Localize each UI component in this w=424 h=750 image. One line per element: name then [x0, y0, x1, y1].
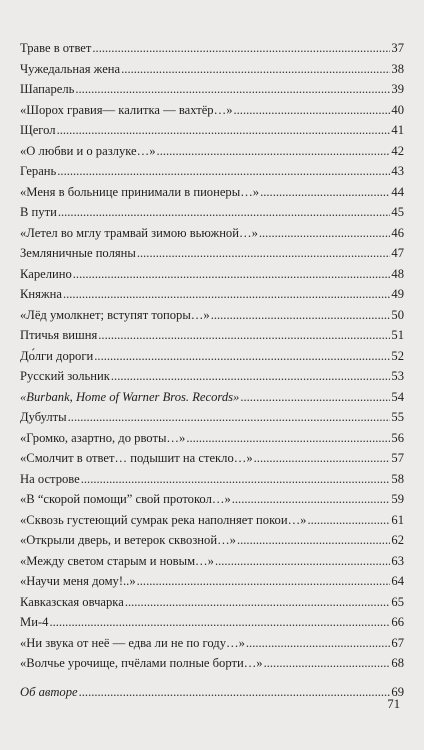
toc-entry: [20, 448, 404, 469]
toc-entry-title: Кавказская овчарка: [20, 594, 124, 609]
toc-entry-page: 68: [391, 656, 404, 670]
toc-entry-title: Чужедальная жена: [20, 61, 121, 76]
toc-entry-title: «Ни звука от неё — едва ли не по году…»: [20, 635, 245, 650]
toc-entry-title: «В “скорой помощи” свой протокол…»: [20, 492, 231, 506]
toc-entry: [20, 161, 404, 182]
dot-leader: [246, 633, 391, 654]
toc-entry: [20, 346, 404, 367]
toc-entry: [20, 592, 404, 613]
dot-leader: [49, 612, 390, 633]
dot-leader: [259, 223, 391, 244]
toc-entry-title: «Лёд умолкнет; вступят топоры…»: [20, 307, 210, 322]
toc-entry-page: 67: [391, 635, 404, 650]
toc-entry-title: Герань: [20, 164, 57, 178]
toc-entry-title: Щегол: [20, 123, 56, 137]
toc-entry-page: 54: [391, 389, 404, 404]
toc-entry: [20, 407, 404, 428]
dot-leader: [240, 387, 390, 408]
toc-entry-page: 39: [391, 82, 404, 96]
toc-entry-title: В пути: [20, 205, 57, 219]
dot-leader: [57, 161, 390, 182]
toc-entry-page: 49: [391, 287, 404, 301]
toc-entry-title: «Смолчит в ответ… подышит на стекло…»: [20, 451, 253, 465]
dot-leader: [137, 571, 391, 592]
toc-entry-page: 45: [391, 205, 404, 219]
toc-entry-title: Княжна: [20, 287, 62, 301]
toc-entry-title: Траве в ответ: [20, 41, 92, 55]
dot-leader: [232, 489, 391, 510]
toc-entry: [20, 284, 404, 305]
toc-entry: [20, 551, 404, 572]
toc-entry-page: 40: [391, 102, 404, 117]
toc-entry-page: 38: [391, 61, 404, 76]
toc-entry: [20, 100, 404, 121]
toc-entry-title: «Волчье урочище, пчёлами полные борти…»: [20, 656, 263, 670]
toc-entry: [20, 428, 404, 449]
dot-leader: [79, 682, 391, 703]
dot-leader: [260, 182, 390, 203]
toc-entry-title: Дубулты: [20, 410, 67, 424]
dot-leader: [92, 38, 390, 59]
dot-leader: [73, 264, 391, 285]
dot-leader: [81, 469, 391, 490]
toc-entry-page: 53: [391, 369, 404, 383]
toc-entry: [20, 120, 404, 141]
toc-entry: [20, 612, 404, 633]
toc-entry-page: 65: [391, 594, 404, 609]
toc-entry-about-author: [20, 682, 404, 703]
toc-entry-page: 59: [391, 492, 404, 506]
section-gap: [20, 674, 404, 682]
dot-leader: [186, 428, 390, 449]
toc-entry-page: 44: [391, 184, 404, 199]
toc-entry-page: 41: [391, 123, 404, 137]
toc-entry-title: Ми-4: [20, 615, 49, 629]
toc-entry-page: 37: [391, 41, 404, 55]
toc-entry-page: 46: [391, 225, 404, 240]
toc-entry-page: 51: [391, 328, 404, 342]
toc-entry-title: «Громко, азартно, до рвоты…»: [20, 430, 186, 445]
toc-entry: [20, 79, 404, 100]
toc-entry: [20, 633, 404, 654]
toc-entry: [20, 38, 404, 59]
toc-entry: [20, 489, 404, 510]
toc-entry-title: Об авторе: [20, 684, 78, 699]
dot-leader: [94, 346, 390, 367]
dot-leader: [125, 592, 391, 613]
toc-entry-page: 43: [391, 164, 404, 178]
toc-entry-title: «Burbank, Home of Warner Bros. Records»: [20, 389, 240, 404]
toc-entry-page: 58: [391, 471, 404, 486]
toc-entry-title: «Сквозь густеющий сумрак река наполняет покои…»: [20, 512, 307, 527]
toc-entry: [20, 223, 404, 244]
dot-leader: [264, 653, 391, 674]
toc-entry-page: 69: [391, 684, 404, 699]
dot-leader: [234, 100, 391, 121]
toc-entry: [20, 202, 404, 223]
toc-entry-title: Земляничные поляны: [20, 246, 136, 260]
toc-entry-title: «Летел во мглу трамвай зимою вьюжной…»: [20, 225, 258, 240]
toc-entry-title: «Шорох гравия— калитка — вахтёр…»: [20, 102, 233, 117]
dot-leader: [307, 510, 390, 531]
toc-entry: [20, 653, 404, 674]
toc-entry: [20, 243, 404, 264]
toc-entry-title: Карелино: [20, 266, 72, 281]
dot-leader: [58, 202, 391, 223]
toc-entry-page: 50: [391, 307, 404, 322]
toc-entry: [20, 530, 404, 551]
dot-leader: [157, 141, 391, 162]
table-of-contents: [20, 38, 404, 702]
page-number: 71: [387, 697, 400, 711]
toc-entry-title: «О любви и о разлуке…»: [20, 143, 156, 158]
toc-entry-page: 57: [391, 451, 404, 465]
toc-entry-page: 52: [391, 348, 404, 363]
dot-leader: [121, 59, 390, 80]
dot-leader: [215, 551, 390, 572]
toc-entry-title: «Между светом старым и новым…»: [20, 553, 214, 568]
toc-entry-page: 48: [391, 266, 404, 281]
toc-entry-title: Птичья вишня: [20, 328, 98, 342]
toc-entry-title: Шапарель: [20, 82, 75, 96]
toc-entry: [20, 325, 404, 346]
toc-entry-page: 66: [391, 615, 404, 629]
dot-leader: [68, 407, 391, 428]
toc-entry-page: 47: [391, 246, 404, 260]
toc-entry: [20, 469, 404, 490]
dot-leader: [111, 366, 391, 387]
toc-entry-title: На острове: [20, 471, 80, 486]
toc-entry-page: 62: [391, 533, 404, 547]
toc-entry-title: «Открыли дверь, и ветерок сквозной…»: [20, 533, 236, 547]
toc-entry-title: Русский зольник: [20, 369, 110, 383]
dot-leader: [254, 448, 391, 469]
toc-entry: [20, 141, 404, 162]
dot-leader: [57, 120, 391, 141]
toc-entry: [20, 59, 404, 80]
toc-entry-title: До́лги дороги: [20, 348, 94, 363]
dot-leader: [211, 305, 391, 326]
dot-leader: [75, 79, 390, 100]
dot-leader: [237, 530, 390, 551]
toc-entry-page: 64: [391, 574, 404, 588]
toc-entry-page: 56: [391, 430, 404, 445]
toc-entry: [20, 387, 404, 408]
toc-entry: [20, 182, 404, 203]
toc-entry-page: 61: [391, 512, 404, 527]
toc-entry-page: 42: [391, 143, 404, 158]
toc-entry: [20, 571, 404, 592]
toc-entry: [20, 305, 404, 326]
toc-entry-page: 63: [391, 553, 404, 568]
dot-leader: [137, 243, 391, 264]
toc-entry-page: 55: [391, 410, 404, 424]
dot-leader: [63, 284, 390, 305]
toc-entry-title: «Меня в больнице принимали в пионеры…»: [20, 184, 260, 199]
toc-entry: [20, 366, 404, 387]
dot-leader: [98, 325, 390, 346]
toc-entry-title: «Научи меня дому!..»: [20, 574, 136, 588]
toc-entry: [20, 510, 404, 531]
toc-entry: [20, 264, 404, 285]
